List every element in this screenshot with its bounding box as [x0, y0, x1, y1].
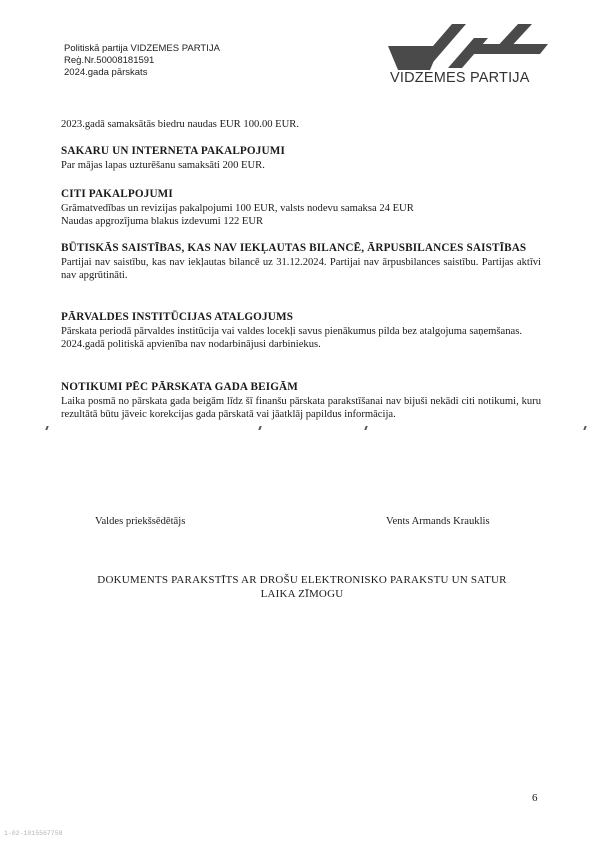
signatory-name: Vents Armands Krauklis [386, 516, 490, 527]
section-heading: NOTIKUMI PĒC PĀRSKATA GADA BEIGĀM [61, 381, 298, 393]
section-heading: CITI PAKALPOJUMI [61, 188, 173, 200]
section-line: Partijai nav saistību, kas nav iekļautas bilancē uz 31.12.2024. Partijai nav ārpusbilances saistību. Partijas aktīvi nav apgrūtināti. [61, 256, 541, 281]
scan-mark [583, 426, 586, 430]
section-communication-services [61, 145, 541, 172]
section-heading: SAKARU UN INTERNETA PAKALPOJUMI [61, 145, 285, 157]
membership-fees-line: 2023.gadā samaksātās biedru naudas EUR 100.00 EUR. [61, 119, 300, 130]
document-footer-id: 1-02-1015567758 [4, 830, 63, 837]
scan-mark [45, 426, 48, 430]
section-heading: BŪTISKĀS SAISTĪBAS, KAS NAV IEKĻAUTAS BILANCĒ, ĀRPUSBILANCES SAISTĪBAS [61, 242, 527, 254]
section-off-balance-obligations [61, 242, 541, 283]
section-line: Laika posmā no pārskata gada beigām līdz šī finanšu pārskata parakstīšanai nav bijuši nekādi citi notikumi, kuru rezultātā būtu jāveic korekcijas gada pārskatā vai jāatklāj papildus informācija. [61, 395, 541, 420]
e-signature-note-line: LAIKA ZĪMOGU [260, 588, 344, 600]
section-other-services [61, 188, 541, 229]
section-heading: PĀRVALDES INSTITŪCIJAS ATALGOJUMS [61, 311, 294, 323]
section-line: Grāmatvedības un revizijas pakalpojumi 100 EUR, valsts nodevu samaksa 24 EUR [61, 202, 414, 214]
page-number: 6 [532, 792, 538, 804]
e-signature-note-line: DOKUMENTS PARAKSTĪTS AR DROŠU ELEKTRONISKO PARAKSTU UN SATUR [97, 574, 507, 586]
scan-mark [364, 426, 367, 430]
section-line: 2024.gadā politiskā apvienība nav nodarbinājusi darbiniekus. [61, 339, 321, 350]
section-post-year-events [61, 381, 541, 422]
vp-chevron-logo-icon [388, 20, 548, 72]
section-line: Pārskata periodā pārvaldes institūcija vai valdes locekļi savus pienākumus pilda bez atalgojuma saņemšanas. [61, 325, 522, 337]
scan-mark [258, 426, 261, 430]
section-line: Naudas apgrozījuma blakus izdevumi 122 EUR [61, 216, 264, 227]
section-board-remuneration [61, 311, 541, 352]
party-logo [388, 20, 548, 90]
logo-text: VIDZEMES PARTIJA [390, 70, 530, 86]
header-reg-number: Reģ.Nr.50008181591 [64, 55, 155, 66]
section-line: Par mājas lapas uzturēšanu samaksāti 200 EUR. [61, 159, 265, 171]
signatory-role: Valdes priekšsēdētājs [95, 516, 186, 527]
header-report-year: 2024.gada pārskats [64, 67, 148, 78]
e-signature-note [62, 573, 542, 601]
header-party-name: Politiskā partija VIDZEMES PARTIJA [64, 43, 220, 54]
